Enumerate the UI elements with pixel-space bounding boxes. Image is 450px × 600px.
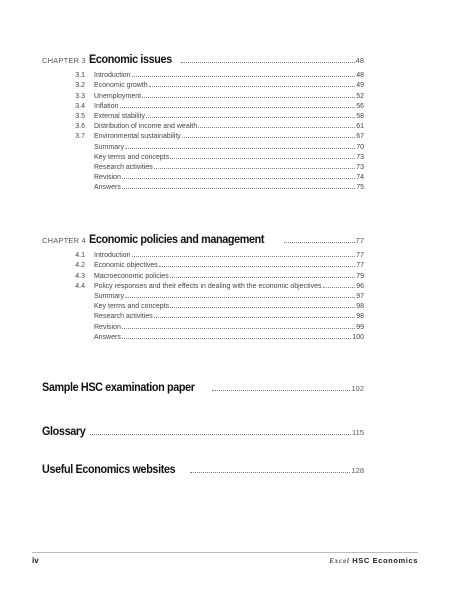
entry-page: 48 <box>356 72 364 80</box>
entry-page: 96 <box>356 282 364 290</box>
entry-page: 100 <box>352 333 364 341</box>
chapter-heading[interactable] <box>42 232 364 246</box>
entry-number: 3.7 <box>75 133 85 141</box>
dot-leader <box>190 472 350 473</box>
entry-page: 52 <box>356 92 364 100</box>
entry-number: 4.3 <box>75 272 85 280</box>
chapter-title: Economic policies and management <box>88 232 265 246</box>
entry-page: 56 <box>356 102 364 110</box>
toc-entry[interactable] <box>42 110 364 120</box>
dot-leader <box>170 307 355 308</box>
entry-page: 70 <box>356 143 364 151</box>
toc-entry[interactable] <box>42 280 364 290</box>
dot-leader <box>90 434 351 435</box>
entry-number: 4.2 <box>75 262 85 270</box>
section-title: Useful Economics websites <box>42 462 176 476</box>
footer-brand: Excel <box>329 556 350 565</box>
entry-page: 73 <box>356 153 364 161</box>
section-page: 102 <box>351 384 364 393</box>
section-page: 128 <box>351 466 364 475</box>
entry-title: Summary <box>94 292 124 300</box>
toc-entry[interactable] <box>42 140 364 150</box>
chapter-heading[interactable] <box>42 52 364 66</box>
entry-page: 58 <box>356 112 364 120</box>
toc-entry[interactable] <box>42 331 364 341</box>
toc-section-sample-paper[interactable] <box>42 378 364 394</box>
toc-entry[interactable] <box>42 290 364 300</box>
toc-entry[interactable] <box>42 69 364 79</box>
dot-leader <box>146 117 355 118</box>
entry-title: Introduction <box>94 252 131 260</box>
entry-number: 3.4 <box>75 102 85 110</box>
dot-leader <box>122 178 355 179</box>
entry-number: 3.2 <box>75 82 85 90</box>
entry-title: Inflation <box>94 102 119 110</box>
dot-leader <box>284 242 355 243</box>
toc-entry[interactable] <box>42 89 364 99</box>
entry-number: 3.1 <box>75 72 85 80</box>
dot-leader <box>323 287 356 288</box>
entry-page: 67 <box>356 133 364 141</box>
entry-number: 3.6 <box>75 123 85 131</box>
entry-page: 74 <box>356 174 364 182</box>
entry-page: 75 <box>356 184 364 192</box>
dot-leader <box>142 97 355 98</box>
entry-title: Macroeconomic policies <box>94 272 169 280</box>
dot-leader <box>122 188 355 189</box>
dot-leader <box>182 137 355 138</box>
toc-entry[interactable] <box>42 320 364 330</box>
entry-page: 98 <box>356 313 364 321</box>
dot-leader <box>159 266 355 267</box>
dot-leader <box>154 168 355 169</box>
toc-entry[interactable] <box>42 130 364 140</box>
chapter-page: 77 <box>355 236 364 245</box>
dot-leader <box>198 127 355 128</box>
dot-leader <box>125 148 355 149</box>
entry-title: Answers <box>94 184 121 192</box>
toc-entry[interactable] <box>42 120 364 130</box>
entry-title: Summary <box>94 143 124 151</box>
entry-number: 3.5 <box>75 112 85 120</box>
toc-entry[interactable] <box>42 310 364 320</box>
entry-title: Distribution of income and wealth <box>94 123 198 131</box>
entry-number: 3.3 <box>75 92 85 100</box>
entry-page: 61 <box>356 123 364 131</box>
toc-entry[interactable] <box>42 79 364 89</box>
entry-number: 4.4 <box>75 282 85 290</box>
toc-entry[interactable] <box>42 300 364 310</box>
dot-leader <box>170 158 355 159</box>
dot-leader <box>122 328 355 329</box>
entry-title: Introduction <box>94 72 131 80</box>
entry-title: Economic growth <box>94 82 148 90</box>
dot-leader <box>170 277 356 278</box>
dot-leader <box>154 317 355 318</box>
toc-section-glossary[interactable] <box>42 422 364 438</box>
toc-entry[interactable] <box>42 161 364 171</box>
footer-running-title <box>329 556 418 565</box>
chapter-page: 48 <box>355 56 364 65</box>
dot-leader <box>149 86 356 87</box>
entry-title: Policy responses and their effects in dealing with the economic objectives <box>94 282 322 290</box>
entry-title: External stability <box>94 112 145 120</box>
entry-page: 73 <box>356 163 364 171</box>
entry-title: Economic objectives <box>94 262 158 270</box>
toc-entry[interactable] <box>42 259 364 269</box>
chapter-label: CHAPTER 4 <box>42 236 86 245</box>
entry-title: Environmental sustainability <box>94 133 181 141</box>
section-title: Sample HSC examination paper <box>42 380 195 394</box>
entry-page: 97 <box>356 292 364 300</box>
entry-title: Key terms and concepts <box>94 303 170 311</box>
footer-book-title: HSC Economics <box>352 556 418 565</box>
dot-leader <box>120 107 356 108</box>
entry-title: Research activities <box>94 163 153 171</box>
entry-page: 49 <box>356 82 364 90</box>
section-page: 115 <box>352 428 364 437</box>
entry-page: 79 <box>356 272 364 280</box>
dot-leader <box>132 256 356 257</box>
entry-title: Key terms and concepts <box>94 153 170 161</box>
toc-entry[interactable] <box>42 181 364 191</box>
chapter-4-block <box>42 232 364 341</box>
dot-leader <box>212 390 351 391</box>
dot-leader <box>122 338 351 339</box>
entry-page: 98 <box>356 303 364 311</box>
entry-title: Answers <box>94 333 121 341</box>
toc-section-websites[interactable] <box>42 460 364 476</box>
footer-divider <box>32 552 418 553</box>
entry-title: Unemployment <box>94 92 142 100</box>
toc-entry[interactable] <box>42 269 364 279</box>
toc-entry[interactable] <box>42 151 364 161</box>
toc-entry[interactable] <box>42 171 364 181</box>
dot-leader <box>181 62 355 63</box>
entry-title: Revision <box>94 174 121 182</box>
toc-entry[interactable] <box>42 249 364 259</box>
toc-entry[interactable] <box>42 100 364 110</box>
footer-page-number: iv <box>32 556 39 565</box>
entry-page: 99 <box>356 323 364 331</box>
entry-page: 77 <box>356 262 364 270</box>
chapter-label: CHAPTER 3 <box>42 56 86 65</box>
entry-title: Research activities <box>94 313 153 321</box>
chapter-title: Economic issues <box>88 52 172 66</box>
entry-number: 4.1 <box>75 252 85 260</box>
dot-leader <box>132 76 356 77</box>
section-title: Glossary <box>42 424 86 438</box>
entry-page: 77 <box>356 252 364 260</box>
entry-title: Revision <box>94 323 121 331</box>
dot-leader <box>125 297 355 298</box>
chapter-3-block <box>42 52 364 191</box>
